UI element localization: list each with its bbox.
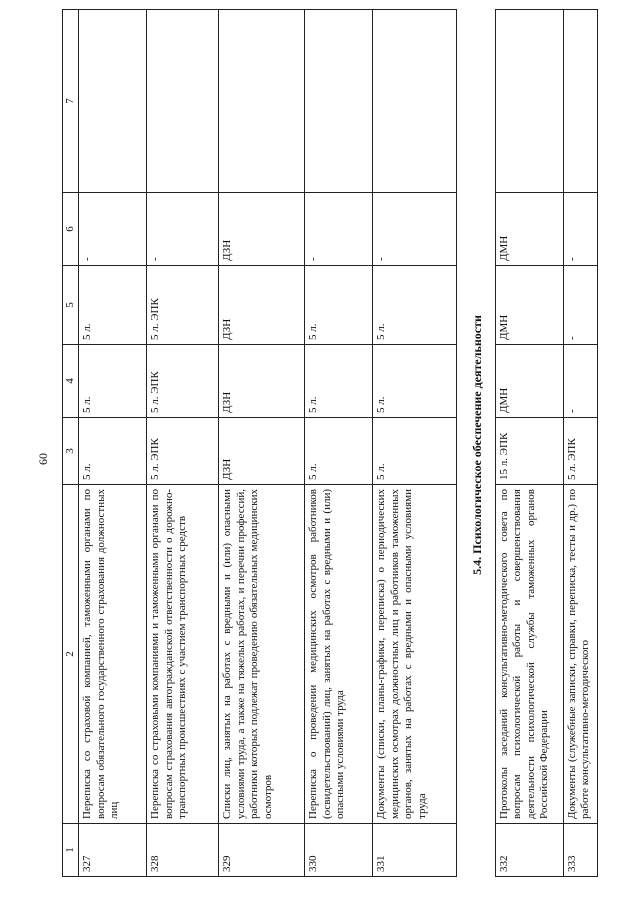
row-cell: 5 л. [79, 266, 147, 345]
records-table-psychology [495, 9, 598, 877]
row-cell: ДМН [496, 193, 564, 266]
row-cell: - [147, 193, 219, 266]
table-header-row [63, 10, 79, 877]
row-cell: 5 л. [305, 418, 373, 485]
header-cell: 6 [63, 193, 79, 266]
row-cell: - [564, 266, 598, 345]
row-number: 330 [305, 824, 373, 877]
row-cell: ДЗН [219, 345, 305, 418]
row-cell [79, 10, 147, 193]
header-cell: 1 [63, 824, 79, 877]
row-number: 332 [496, 824, 564, 877]
row-cell [373, 10, 457, 193]
row-cell: 5 л. [373, 345, 457, 418]
row-cell: ДЗН [219, 193, 305, 266]
row-text: Документы (служебные записки, справки, переписка, тесты и др.) по работе консультативно-методического [564, 485, 598, 824]
section-title: 5.4. Психологическое обеспечение деятельности [470, 315, 484, 575]
row-cell: ДЗН [219, 266, 305, 345]
row-cell [147, 10, 219, 193]
row-text: Протоколы заседаний консультативно-методического совета по вопросам психологической работы и совершенствования деятельности психологической службы таможенных органов Российской Федерации [496, 485, 564, 824]
row-cell: 5 л. ЭПК [147, 266, 219, 345]
row-cell: ДМН [496, 345, 564, 418]
row-number: 331 [373, 824, 457, 877]
row-cell: ДМН [496, 266, 564, 345]
row-cell: 5 л. [305, 345, 373, 418]
row-text: Списки лиц, занятых на работах с вредными и (или) опасными условиями труда, а также на тяжелых работах, и перечни профессий, работники которых подлежат проведению обязательных медицинских осмотров [219, 485, 305, 824]
row-number: 327 [79, 824, 147, 877]
row-cell [564, 10, 598, 193]
row-cell: - [305, 193, 373, 266]
table-row [564, 10, 598, 877]
row-cell [305, 10, 373, 193]
header-cell: 3 [63, 418, 79, 485]
row-text: Переписка о проведении медицинских осмотров работников (освидетельствований) лиц, занятых на работах с вредными и (или) опасными условиями труда [305, 485, 373, 824]
row-cell: - [564, 193, 598, 266]
header-cell: 5 [63, 266, 79, 345]
table-row [305, 10, 373, 877]
row-cell: - [564, 345, 598, 418]
row-cell: 5 л. [79, 345, 147, 418]
header-cell: 7 [63, 10, 79, 193]
table-row [147, 10, 219, 877]
row-cell: 5 л. ЭПК [147, 418, 219, 485]
row-cell: 5 л. [373, 418, 457, 485]
row-cell: 5 л. ЭПК [147, 345, 219, 418]
row-cell: 5 л. [305, 266, 373, 345]
row-cell: 15 л. ЭПК [496, 418, 564, 485]
row-cell: 5 л. [373, 266, 457, 345]
row-cell: ДЗН [219, 418, 305, 485]
row-cell [496, 10, 564, 193]
row-cell: - [79, 193, 147, 266]
row-cell: - [373, 193, 457, 266]
row-text: Документы (списки, планы-графики, переписка) о периодических медицинских осмотрах должностных лиц и работников таможенных органов, занятых на работах с вредными и опасными условиями труда [373, 485, 457, 824]
row-text: Переписка со страховой компанией, таможенными органами по вопросам обязательного государственного страхования должностных лиц [79, 485, 147, 824]
row-cell: 5 л. [79, 418, 147, 485]
row-number: 329 [219, 824, 305, 877]
page-number: 60 [36, 453, 50, 465]
header-cell: 4 [63, 345, 79, 418]
row-number: 328 [147, 824, 219, 877]
row-text: Переписка со страховыми компаниями и таможенными органами по вопросам страхования автогражданской ответственности о дорожно-транспортных происшествиях с участием транспортных средств [147, 485, 219, 824]
header-cell: 2 [63, 485, 79, 824]
row-number: 333 [564, 824, 598, 877]
table-row [79, 10, 147, 877]
table-row [373, 10, 457, 877]
row-cell [219, 10, 305, 193]
records-table [62, 9, 457, 877]
table-row [496, 10, 564, 877]
row-cell: 5 л. ЭПК [564, 418, 598, 485]
table-row [219, 10, 305, 877]
